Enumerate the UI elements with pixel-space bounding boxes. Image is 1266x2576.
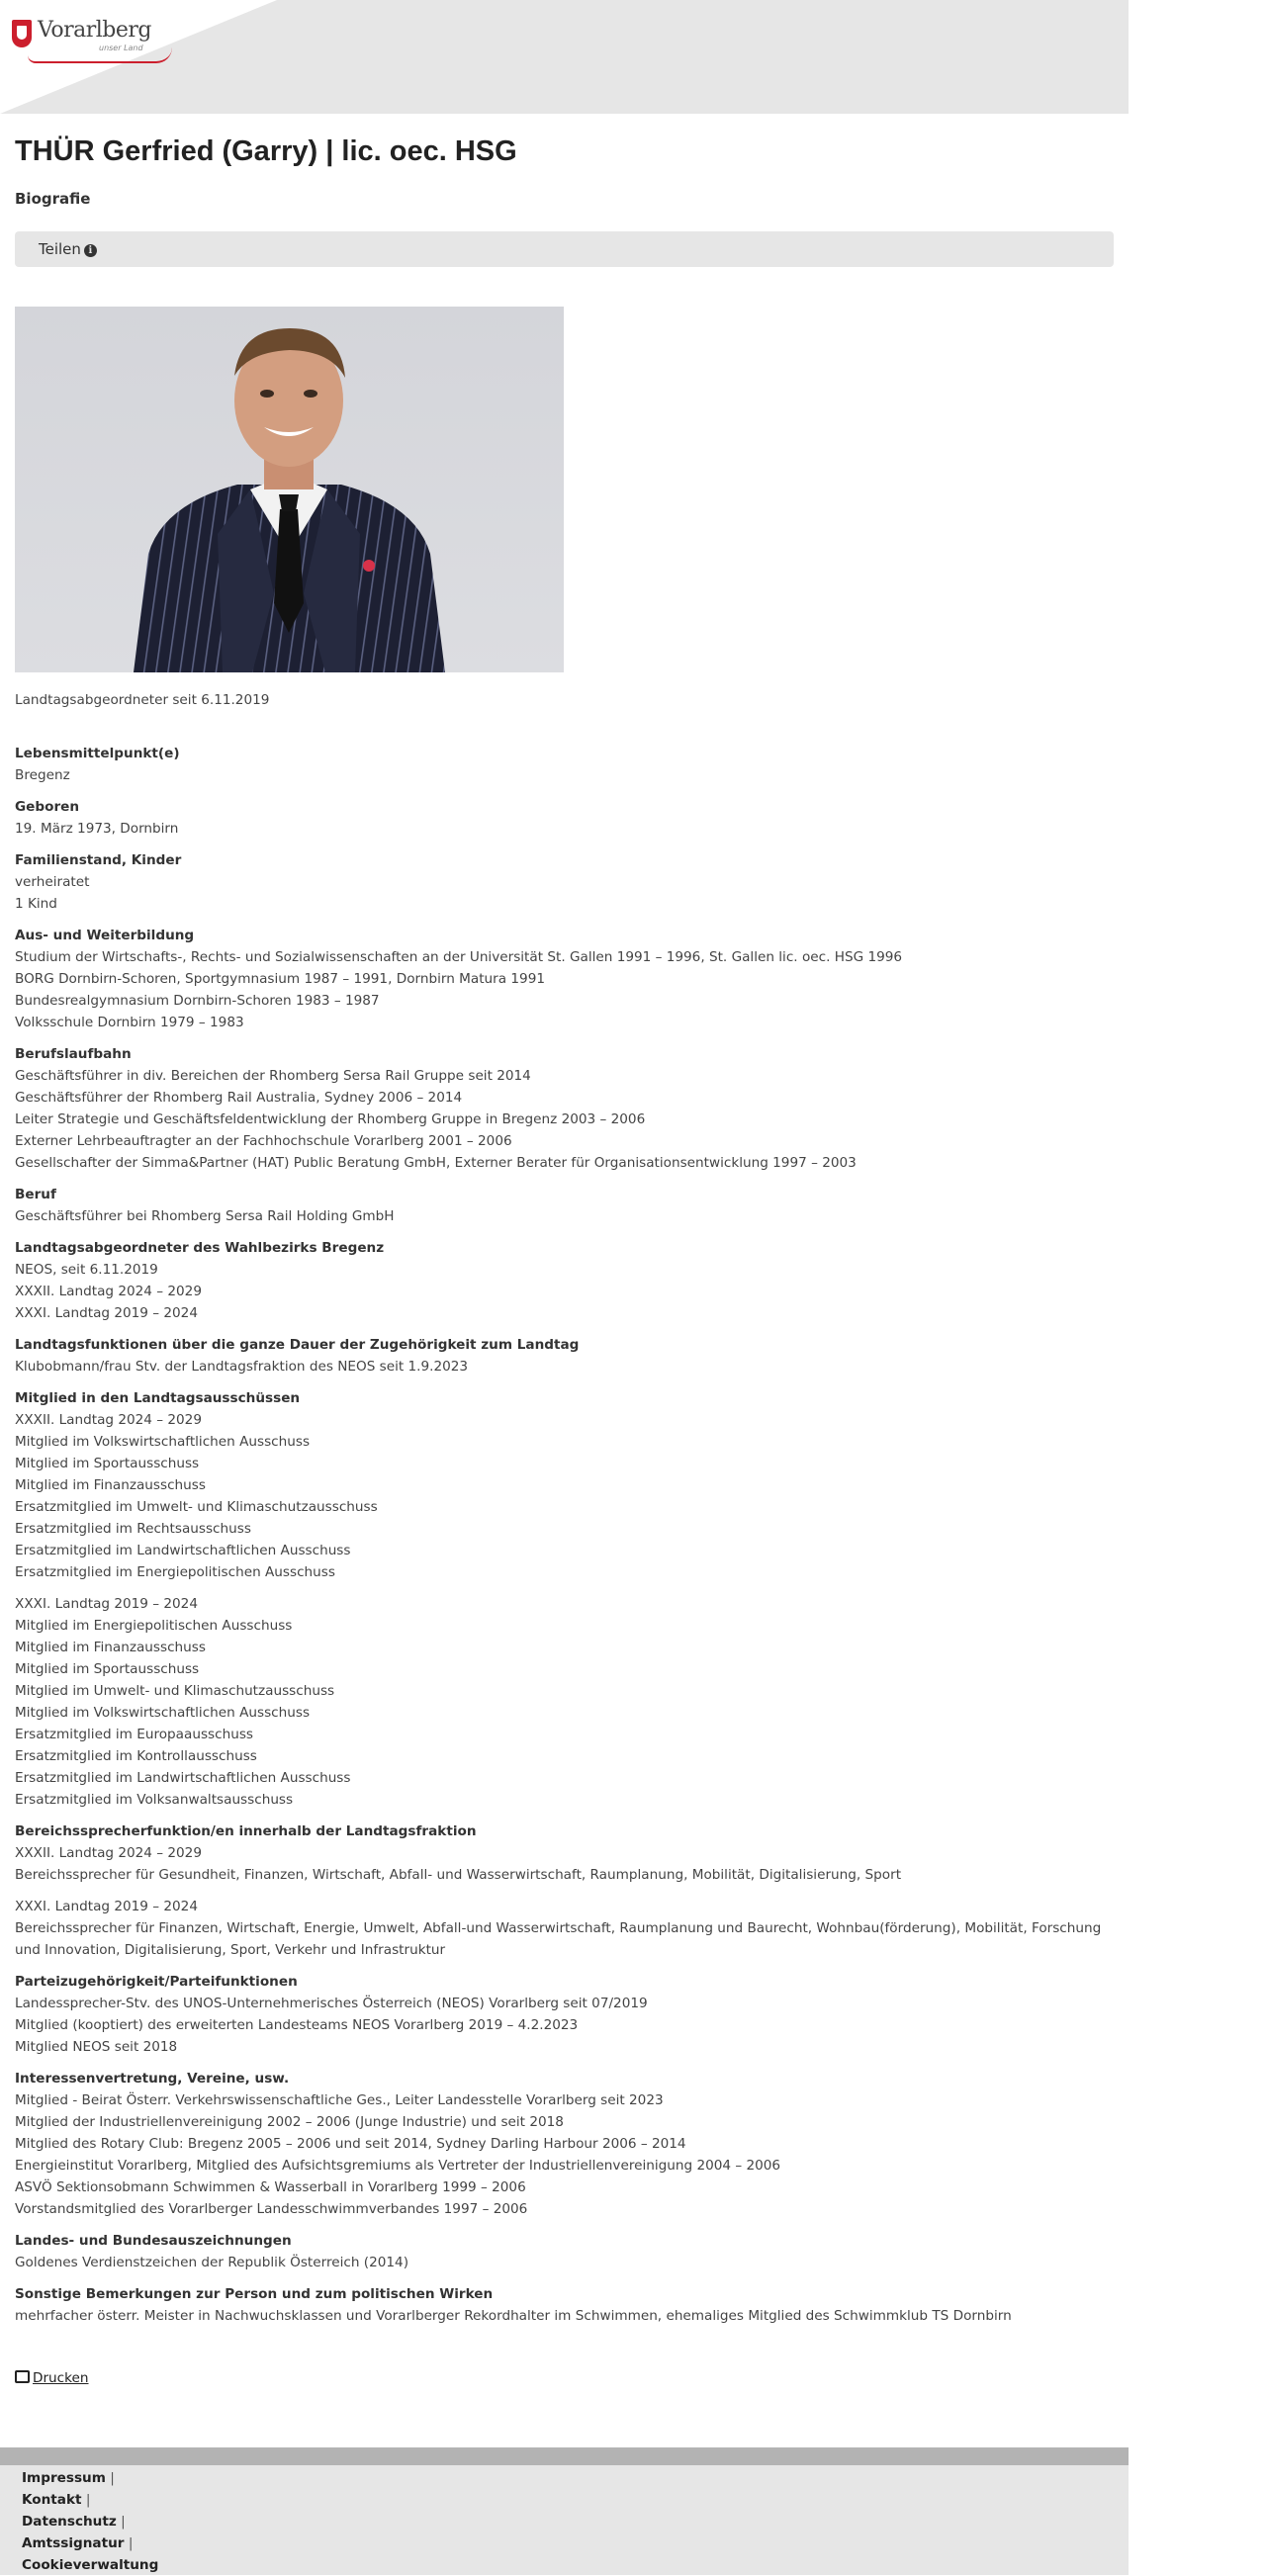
section-line: Gesellschafter der Simma&Partner (HAT) Public Beratung GmbH, Externer Berater für Organisationsentwicklung 1997 – 2003 [15,1155,857,1171]
section-line: Ersatzmitglied im Rechtsausschuss [15,1521,251,1537]
footer-link-label: Datenschutz [22,2514,117,2530]
section-line: Mitglied NEOS seit 2018 [15,2039,178,2055]
section-line: Mitglied des Rotary Club: Bregenz 2005 – 2006 und seit 2014, Sydney Darling Harbour 2006 – 2014 [15,2136,686,2152]
coat-of-arms-icon [12,20,32,47]
section-line: Externer Lehrbeauftragter an der Fachhochschule Vorarlberg 2001 – 2006 [15,1133,512,1149]
footer-link-impressum[interactable] [22,2467,158,2489]
section-heading: Beruf [15,1187,56,1202]
vorarlberg-logo[interactable] [12,14,170,63]
bio-section [15,1237,1113,1324]
footer-separator: | [81,2492,91,2508]
section-line: Mitglied im Volkswirtschaftlichen Ausschuss [15,1705,311,1721]
section-line: Mitglied im Finanzausschuss [15,1640,206,1655]
section-heading: Landtagsabgeordneter des Wahlbezirks Bregenz [15,1240,385,1256]
section-line: Goldenes Verdienstzeichen der Republik Österreich (2014) [15,2255,409,2270]
section-heading: Familienstand, Kinder [15,852,182,868]
biography-sections [15,743,1113,2327]
section-line: NEOS, seit 6.11.2019 [15,1262,158,1278]
section-line: Volksschule Dornbirn 1979 – 1983 [15,1015,244,1030]
section-heading: Parteizugehörigkeit/Parteifunktionen [15,1974,298,1990]
logo-tagline: unser Land [99,44,143,52]
section-line: Mitglied (kooptiert) des erweiterten Landesteams NEOS Vorarlberg 2019 – 4.2.2023 [15,2017,579,2033]
section-line: verheiratet [15,874,90,890]
section-line: mehrfacher österr. Meister in Nachwuchsklassen und Vorarlberger Rekordhalter im Schwimmen, ehemaliges Mitglied des Schwimmklub TS Dornbirn [15,2308,1012,2324]
block-gap [15,1886,1113,1896]
section-line: Ersatzmitglied im Energiepolitischen Ausschuss [15,1564,335,1580]
footer-link-label: Kontakt [22,2492,82,2508]
section-line: Mitglied - Beirat Österr. Verkehrswissenschaftliche Ges., Leiter Landesstelle Vorarlberg seit 2023 [15,2092,664,2108]
biography-content [15,689,1113,2337]
share-label: Teilen [39,240,81,258]
section-line: XXXII. Landtag 2024 – 2029 [15,1412,202,1428]
bio-section [15,1821,1113,1961]
bio-section [15,796,1113,840]
footer-link-label: Amtssignatur [22,2535,125,2551]
section-heading: Bereichssprecherfunktion/en innerhalb der Landtagsfraktion [15,1823,477,1839]
footer-link-kontakt[interactable] [22,2489,158,2511]
section-heading: Sonstige Bemerkungen zur Person und zum politischen Wirken [15,2286,494,2302]
section-line: XXXII. Landtag 2024 – 2029 [15,1284,202,1299]
section-line: Ersatzmitglied im Landwirtschaftlichen Ausschuss [15,1543,351,1558]
section-heading: Interessenvertretung, Vereine, usw. [15,2071,290,2087]
section-line: 1 Kind [15,896,57,912]
section-line: Geschäftsführer bei Rhomberg Sersa Rail Holding GmbH [15,1208,395,1224]
section-line: BORG Dornbirn-Schoren, Sportgymnasium 1987 – 1991, Dornbirn Matura 1991 [15,971,546,987]
bio-section [15,2068,1113,2220]
section-line: Energieinstitut Vorarlberg, Mitglied des Aufsichtsgremiums als Vertreter der Industriellenvereinigung 2004 – 2006 [15,2158,781,2174]
print-label: Drucken [33,2370,89,2386]
page-subtitle: Biografie [15,190,91,208]
bio-section [15,1971,1113,2058]
section-line: Bregenz [15,767,70,783]
block-gap [15,1583,1113,1593]
section-line: Vorstandsmitglied des Vorarlberger Landesschwimmverbandes 1997 – 2006 [15,2201,528,2217]
section-heading: Berufslaufbahn [15,1046,132,1062]
logo-text: Vorarlberg [38,18,152,43]
section-line: Mitglied im Sportausschuss [15,1661,200,1677]
section-line: Ersatzmitglied im Europaausschuss [15,1727,253,1742]
bio-section [15,2283,1113,2327]
bio-section [15,1387,1113,1811]
section-heading: Landtagsfunktionen über die ganze Dauer der Zugehörigkeit zum Landtag [15,1337,580,1353]
section-heading: Geboren [15,799,80,815]
section-line: Studium der Wirtschafts-, Rechts- und Sozialwissenschaften an der Universität St. Gallen 1991 – 1996, St. Gallen lic. oec. HSG 1996 [15,949,903,965]
section-heading: Mitglied in den Landtagsausschüssen [15,1390,301,1406]
section-line: Leiter Strategie und Geschäftsfeldentwicklung der Rhomberg Gruppe in Bregenz 2003 – 2006 [15,1111,646,1127]
section-line: ASVÖ Sektionsobmann Schwimmen & Wasserball in Vorarlberg 1999 – 2006 [15,2179,526,2195]
section-line: Mitglied der Industriellenvereinigung 2002 – 2006 (Junge Industrie) und seit 2018 [15,2114,564,2130]
footer-link-datenschutz[interactable] [22,2511,158,2532]
section-line: Bundesrealgymnasium Dornbirn-Schoren 1983 – 1987 [15,993,380,1009]
bio-section [15,849,1113,915]
section-line: XXXII. Landtag 2024 – 2029 [15,1845,202,1861]
member-since: Landtagsabgeordneter seit 6.11.2019 [15,692,270,708]
footer-strip [0,2447,1129,2465]
section-line: Mitglied im Sportausschuss [15,1456,200,1471]
portrait-illustration [15,307,564,672]
section-line: 19. März 1973, Dornbirn [15,821,179,837]
page-title: THÜR Gerfried (Garry) | lic. oec. HSG [15,135,517,167]
bio-section [15,743,1113,786]
section-line: Mitglied im Volkswirtschaftlichen Ausschuss [15,1434,311,1450]
bio-section [15,1184,1113,1227]
print-link[interactable] [15,2370,89,2386]
bio-section [15,925,1113,1033]
section-line: XXXI. Landtag 2019 – 2024 [15,1596,198,1612]
portrait-photo [15,307,564,672]
section-line: Klubobmann/frau Stv. der Landtagsfraktion des NEOS seit 1.9.2023 [15,1359,469,1375]
section-line: Ersatzmitglied im Landwirtschaftlichen Ausschuss [15,1770,351,1786]
footer-link-amtssignatur[interactable] [22,2532,158,2554]
footer-link-label: Impressum [22,2470,106,2486]
section-heading: Lebensmittelpunkt(e) [15,746,180,761]
section-line: Bereichssprecher für Finanzen, Wirtschaft, Energie, Umwelt, Abfall-und Wasserwirtschaft, Raumplanung und Baurecht, Wohnbau(förderung), Mobilität, Forschung und Innovation, Digitalisierung, Sport, Verkehr und Infrastruktur [15,1920,1102,1958]
section-line: Landessprecher-Stv. des UNOS-Unternehmerisches Österreich (NEOS) Vorarlberg seit 07/2019 [15,1996,648,2011]
footer-links [22,2467,158,2576]
footer-separator: | [105,2470,115,2486]
section-line: Mitglied im Finanzausschuss [15,1477,206,1493]
site-header [0,0,1129,114]
section-line: Mitglied im Energiepolitischen Ausschuss [15,1618,293,1634]
footer-link-cookieverwaltung[interactable] [22,2554,158,2576]
section-line: Geschäftsführer der Rhomberg Rail Australia, Sydney 2006 – 2014 [15,1090,463,1106]
site-footer [0,2465,1129,2575]
section-heading: Landes- und Bundesauszeichnungen [15,2233,292,2249]
footer-separator: | [124,2535,134,2551]
section-line: Ersatzmitglied im Volksanwaltsausschuss [15,1792,294,1808]
info-icon: i [84,244,97,257]
section-line: Mitglied im Umwelt- und Klimaschutzausschuss [15,1683,335,1699]
bio-section [15,1043,1113,1174]
section-line: Ersatzmitglied im Kontrollausschuss [15,1748,257,1764]
section-line: Bereichssprecher für Gesundheit, Finanzen, Wirtschaft, Abfall- und Wasserwirtschaft, Raumplanung, Mobilität, Digitalisierung, Sport [15,1867,902,1883]
section-line: Geschäftsführer in div. Bereichen der Rhomberg Sersa Rail Gruppe seit 2014 [15,1068,531,1084]
share-bar [15,231,1114,267]
section-heading: Aus- und Weiterbildung [15,928,195,943]
bio-section [15,1334,1113,1377]
section-line: Ersatzmitglied im Umwelt- und Klimaschutzausschuss [15,1499,378,1515]
printer-icon [15,2370,30,2383]
footer-separator: | [116,2514,126,2530]
bio-section [15,2230,1113,2273]
section-line: XXXI. Landtag 2019 – 2024 [15,1305,198,1321]
share-button[interactable] [39,240,97,258]
section-line: XXXI. Landtag 2019 – 2024 [15,1899,198,1914]
footer-link-label: Cookieverwaltung [22,2557,159,2573]
logo-swoosh [28,47,172,63]
